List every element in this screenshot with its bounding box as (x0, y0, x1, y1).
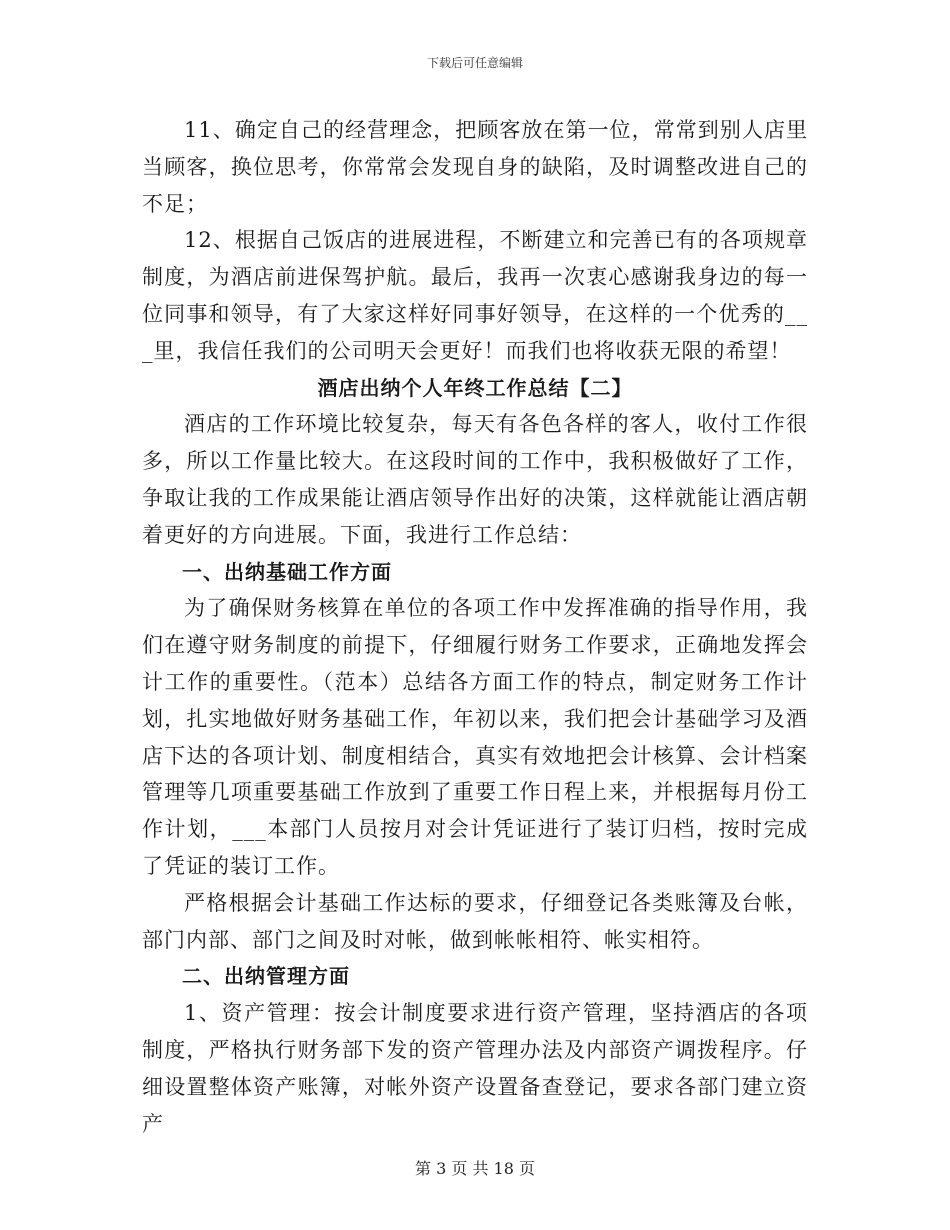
intro-paragraph: 酒店的工作环境比较复杂，每天有各色各样的客人，收付工作很多，所以工作量比较大。在这段时间的工作中，我积极做好了工作，争取让我的工作成果能让酒店领导作出好的决策，这样就能让酒店朝着更好的方向进展。下面，我进行工作总结： (142, 412, 808, 547)
heading-management: 二、出纳管理方面 (182, 964, 350, 989)
paragraph-basic-work: 为了确保财务核算在单位的各项工作中发挥准确的指导作用，我们在遵守财务制度的前提下，仔细履行财务工作要求，正确地发挥会计工作的重要性。（范本）总结各方面工作的特点，制定财务工作计划，扎实地做好财务基础工作，年初以来，我们把会计基础学习及酒店下达的各项计划、制度相结合，真实有效地把会计核算、会计档案管理等几项重要基础工作放到了重要工作日程上来，并根据每月份工作计划，___本部门人员按月对会计凭证进行了装订归档，按时完成了凭证的装订工作。 (142, 596, 808, 878)
paragraph-item-11: 11、确定自己的经营理念，把顾客放在第一位，常常到别人店里当顾客，换位思考，你常常会发现自身的缺陷，及时调整改进自己的不足； (142, 118, 808, 216)
paragraph-item-12: 12、根据自己饭店的进展进程，不断建立和完善已有的各项规章制度，为酒店前进保驾护航。最后，我再一次衷心感谢我身边的每一位同事和领导，有了大家这样好同事好领导，在这样的一个优秀的___里，我信任我们的公司明天会更好！而我们也将收获无限的希望！ (142, 228, 808, 363)
page-header-note: 下载后可任意编辑 (426, 56, 523, 70)
paragraph-ledger: 严格根据会计基础工作达标的要求，仔细登记各类账簿及台帐，部门内部、部门之间及时对帐，做到帐帐相符、帐实相符。 (142, 890, 808, 952)
page-number: 第 3 页 共 18 页 (415, 1159, 535, 1178)
heading-basic-work: 一、出纳基础工作方面 (182, 559, 392, 584)
section-title: 酒店出纳个人年终工作总结【二】 (317, 375, 633, 400)
paragraph-asset-management: 1、资产管理：按会计制度要求进行资产管理，坚持酒店的各项制度，严格执行财务部下发的资产管理办法及内部资产调拨程序。仔细设置整体资产账簿，对帐外资产设置备查登记，要求各部门建立资产 (142, 1001, 808, 1136)
document-body (142, 112, 808, 1142)
